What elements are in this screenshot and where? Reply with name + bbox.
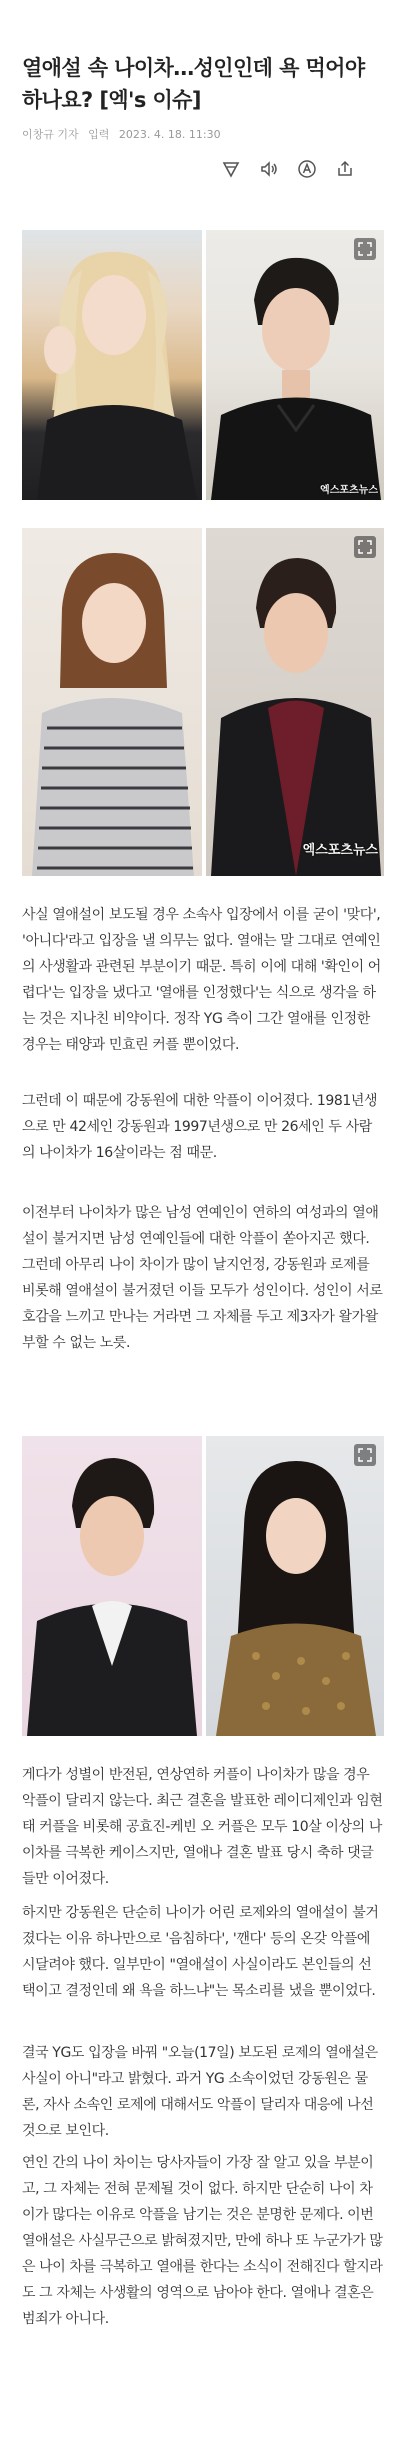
person-figure [22, 230, 202, 500]
publish-date: 2023. 4. 18. 11:30 [118, 128, 221, 141]
expand-icon[interactable] [354, 238, 376, 260]
body-paragraph-1: 사실 열애설이 보도될 경우 소속사 입장에서 이를 굳이 '맞다', '아니다'라고 입장을 낼 의무는 없다. 열애는 말 그대로 연예인의 사생활과 관련된 부분이기 때문. 특히 이에 대해 '확인이 어렵다'는 입장을 냈다고 '열애를 인정했다'는 식으로 생각을 하는 것은 지나친 비약이다. 정작 YG 측이 그간 열애를 인정한 경우는 태양과 민효린 커플 뿐이었다. [22, 907, 381, 1053]
date-label: 입력 [88, 128, 110, 141]
audio-icon[interactable] [258, 158, 280, 180]
photo-watermark: 엑스포츠뉴스 [320, 485, 378, 496]
photo-row-1 [22, 230, 384, 500]
photo-actor-2[interactable] [22, 1436, 202, 1736]
photo-row-2 [22, 528, 384, 876]
person-figure [22, 528, 202, 876]
share-icon[interactable] [334, 158, 356, 180]
photo-actress-2[interactable] [206, 1436, 384, 1736]
body-paragraph-6: 결국 YG도 입장을 바꿔 "오늘(17일) 보도된 로제의 열애설은 사실이 아니"라고 밝혔다. 과거 YG 소속이었던 강동원은 물론, 자사 소속인 로제에 대해서도 악플이 달리자 대응에 나선 것으로 보인다. [22, 2045, 378, 2139]
summary-icon[interactable] [220, 158, 242, 180]
person-figure [206, 1436, 384, 1736]
body-paragraph-4: 게다가 성별이 반전된, 연상연하 커플이 나이차가 많을 경우 악플이 달리지 않는다. 최근 결혼을 발표한 레이디제인과 임현태 커플을 비롯해 공효진-케빈 오 커플은 모두 10살 이상의 나이차를 극복한 케이스지만, 열애나 결혼 발표 당시 축하 댓글들만 이어졌다. [22, 1767, 383, 1887]
article-meta [22, 126, 227, 142]
person-figure [206, 230, 384, 500]
photo-row-3 [22, 1436, 384, 1736]
body-paragraph-5: 하지만 강동원은 단순히 나이가 어린 로제와의 열애설이 불거졌다는 이유 하나만으로 '음침하다', '깬다' 등의 온갖 악플에 시달려야 했다. 일부만이 "열애설이 사실이라도 본인들의 선택이고 결정인데 왜 욕을 하느냐"는 목소리를 냈을 뿐이었다. [22, 1905, 379, 1999]
photo-watermark: 엑스포츠뉴스 [302, 843, 378, 858]
person-figure [206, 528, 384, 876]
font-size-icon[interactable] [296, 158, 318, 180]
body-paragraph-3: 이전부터 나이차가 많은 남성 연예인이 연하의 여성과의 열애설이 불거지면 남성 연예인들에 대한 악플이 쏟아지곤 했다. 그런데 아무리 나이 차이가 많이 날지언정, 강동원과 로제를 비롯해 열애설이 불거졌던 이들 모두가 성인이다. 성인이 서로 호감을 느끼고 만나는 거라면 그 자체를 두고 제3자가 왈가왈부할 수 없는 노릇. [22, 1205, 383, 1351]
expand-icon[interactable] [354, 536, 376, 558]
article-header [0, 0, 406, 230]
body-paragraph-7: 연인 간의 나이 차이는 당사자들이 가장 잘 알고 있을 부분이고, 그 자체는 전혀 문제될 것이 없다. 하지만 단순히 나이 차이가 많다는 이유로 악플을 남기는 것은 분명한 문제다. 이번 열애설은 사실무근으로 밝혀졌지만, 만에 하나 또 누군가가 많은 나이 차를 극복하고 열애를 한다는 소식이 전해진다 할지라도 그 자체는 사생활의 영역으로 남아야 한다. 열애나 결혼은 범죄가 아니다. [22, 2155, 383, 2327]
photo-actress[interactable] [22, 528, 202, 876]
expand-icon[interactable] [354, 1444, 376, 1466]
photo-kang-dong-won[interactable] [206, 230, 384, 500]
photo-actor[interactable] [206, 528, 384, 876]
author-name: 이창규 기자 [22, 128, 79, 141]
photo-rose[interactable] [22, 230, 202, 500]
person-figure [22, 1436, 202, 1736]
article-toolbar [220, 158, 356, 180]
article-title: 열애설 속 나이차…성인인데 욕 먹어야 하나요? [엑's 이슈] [22, 56, 365, 112]
body-paragraph-2: 그런데 이 때문에 강동원에 대한 악플이 이어졌다. 1981년생으로 만 42세인 강동원과 1997년생으로 만 26세인 두 사람의 나이차가 16살이라는 점 때문. [22, 1093, 378, 1161]
